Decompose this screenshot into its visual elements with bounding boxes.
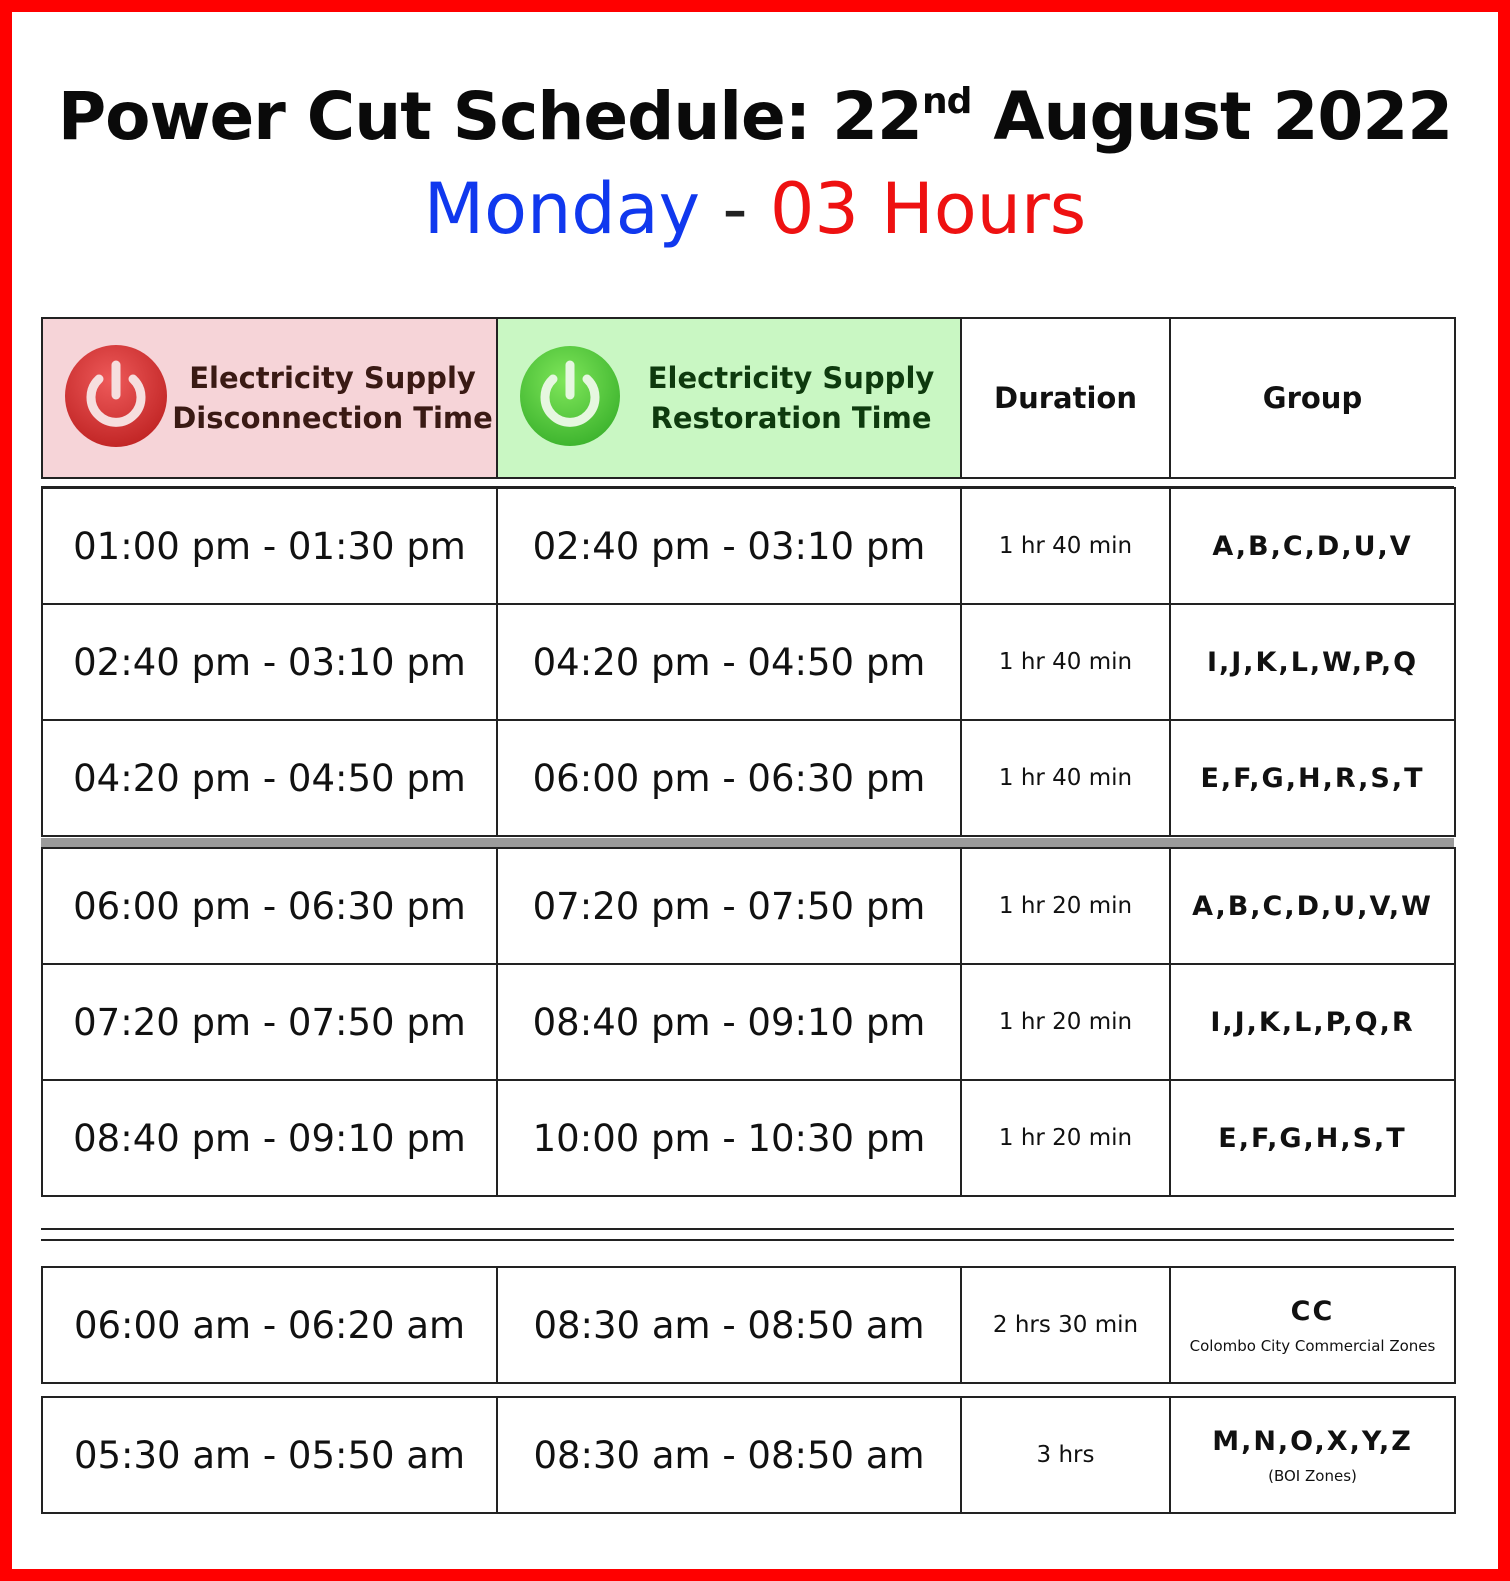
- power-off-red-icon: [63, 343, 169, 453]
- duration-cell: 1 hr 40 min: [961, 604, 1170, 720]
- subtitle-day: Monday: [423, 168, 701, 250]
- duration-cell: 3 hrs: [961, 1397, 1170, 1513]
- table-row: [42, 964, 1455, 1080]
- header-restoration-line1: Electricity Supply: [647, 361, 935, 395]
- group-code: M,N,O,X,Y,Z: [1212, 1425, 1413, 1457]
- group-cell: I,J,K,L,P,Q,R: [1170, 964, 1455, 1080]
- duration-cell: 1 hr 40 min: [961, 488, 1170, 604]
- header-restoration: [497, 318, 961, 478]
- table-row: [42, 1397, 1455, 1513]
- group-cell: E,F,G,H,S,T: [1170, 1080, 1455, 1196]
- power-on-green-icon: [518, 344, 622, 452]
- title-ordinal: nd: [921, 81, 972, 122]
- restore-time: 06:00 pm - 06:30 pm: [497, 720, 961, 836]
- subtitle-separator: -: [722, 168, 748, 250]
- restore-time: 07:20 pm - 07:50 pm: [497, 848, 961, 964]
- group-cell: A,B,C,D,U,V,W: [1170, 848, 1455, 964]
- restore-time: 08:30 am - 08:50 am: [497, 1267, 961, 1383]
- group-note: (BOI Zones): [1268, 1466, 1357, 1485]
- group-note: Colombo City Commercial Zones: [1189, 1336, 1436, 1355]
- double-rule-top: [41, 1228, 1454, 1230]
- group-cell: [1170, 1267, 1455, 1383]
- group-code: CC: [1290, 1295, 1335, 1327]
- page-title: Power Cut Schedule: 22nd August 2022: [57, 78, 1453, 155]
- restore-time: 04:20 pm - 04:50 pm: [497, 604, 961, 720]
- restore-time: 02:40 pm - 03:10 pm: [497, 488, 961, 604]
- duration-cell: 1 hr 20 min: [961, 848, 1170, 964]
- schedule-special-cc: [41, 1266, 1456, 1384]
- disconnect-time: 06:00 am - 06:20 am: [42, 1267, 497, 1383]
- disconnect-time: 01:00 pm - 01:30 pm: [42, 488, 497, 604]
- table-row: [42, 488, 1455, 604]
- restore-time: 08:40 pm - 09:10 pm: [497, 964, 961, 1080]
- disconnect-time: 07:20 pm - 07:50 pm: [42, 964, 497, 1080]
- duration-cell: 2 hrs 30 min: [961, 1267, 1170, 1383]
- group-cell: A,B,C,D,U,V: [1170, 488, 1455, 604]
- page-subtitle: [0, 168, 1510, 250]
- restore-time: 10:00 pm - 10:30 pm: [497, 1080, 961, 1196]
- disconnect-time: 08:40 pm - 09:10 pm: [42, 1080, 497, 1196]
- header-group: Group: [1170, 318, 1455, 478]
- duration-cell: 1 hr 20 min: [961, 964, 1170, 1080]
- header-disconnection-line2: Disconnection Time: [172, 401, 493, 435]
- double-rule-bottom: [41, 1239, 1454, 1241]
- duration-cell: 1 hr 40 min: [961, 720, 1170, 836]
- table-row: [42, 848, 1455, 964]
- group-cell: I,J,K,L,W,P,Q: [1170, 604, 1455, 720]
- disconnect-time: 02:40 pm - 03:10 pm: [42, 604, 497, 720]
- schedule-header: [41, 317, 1456, 479]
- restore-time: 08:30 am - 08:50 am: [497, 1397, 961, 1513]
- schedule-special-boi: [41, 1396, 1456, 1514]
- disconnect-time: 05:30 am - 05:50 am: [42, 1397, 497, 1513]
- table-row: [42, 604, 1455, 720]
- block-separator: [41, 838, 1454, 847]
- group-cell: [1170, 1397, 1455, 1513]
- header-disconnection: [42, 318, 497, 478]
- schedule-block-1: [41, 487, 1456, 837]
- schedule-block-2: [41, 847, 1456, 1197]
- table-row: [42, 1080, 1455, 1196]
- header-disconnection-line1: Electricity Supply: [189, 361, 476, 395]
- header-restoration-line2: Restoration Time: [650, 401, 932, 435]
- subtitle-hours: 03 Hours: [769, 168, 1087, 250]
- table-row: [42, 1267, 1455, 1383]
- disconnect-time: 04:20 pm - 04:50 pm: [42, 720, 497, 836]
- disconnect-time: 06:00 pm - 06:30 pm: [42, 848, 497, 964]
- duration-cell: 1 hr 20 min: [961, 1080, 1170, 1196]
- header-duration: Duration: [961, 318, 1170, 478]
- group-cell: E,F,G,H,R,S,T: [1170, 720, 1455, 836]
- table-row: [42, 720, 1455, 836]
